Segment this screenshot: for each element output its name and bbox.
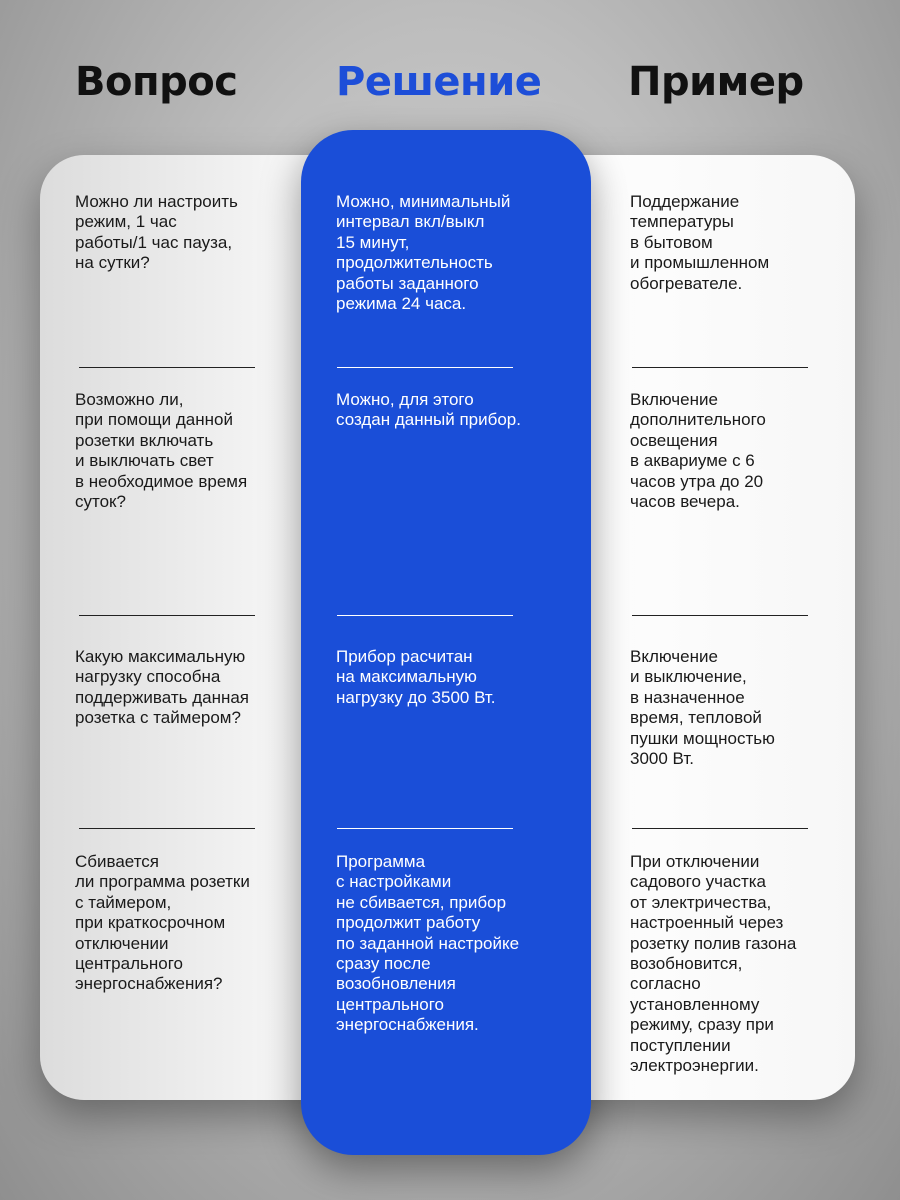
row-4-example: При отключении садового участка от электричества, настроенный через розетку полив газона возобновится, согласно установленному режиму, сразу при поступлении электроэнергии. xyxy=(630,852,797,1076)
row-divider xyxy=(632,615,808,616)
row-divider xyxy=(632,367,808,368)
row-4-solution: Программа с настройками не сбивается, прибор продолжит работу по заданной настройке сразу после возобновления центрального энергоснабжения. xyxy=(336,852,520,1035)
row-4-question: Сбивается ли программа розетки с таймером, при краткосрочном отключении центрального энергоснабжения? xyxy=(75,852,250,994)
row-divider xyxy=(632,828,808,829)
row-3-solution: Прибор расчитан на максимальную нагрузку до 3500 Вт. xyxy=(336,647,496,707)
row-2-solution: Можно, для этого создан данный прибор. xyxy=(336,390,521,430)
row-divider xyxy=(337,367,513,368)
row-divider xyxy=(79,828,255,829)
column-headers xyxy=(0,52,900,112)
header-solution: Решение xyxy=(336,59,542,105)
row-1-solution: Можно, минимальный интервал вкл/выкл 15 минут, продолжительность работы заданного режима 24 часа. xyxy=(336,192,511,314)
header-example: Пример xyxy=(628,59,804,105)
row-3-example: Включение и выключение, в назначенное время, тепловой пушки мощностью 3000 Вт. xyxy=(630,647,775,769)
row-2-question: Возможно ли, при помощи данной розетки включать и выключать свет в необходимое время суток? xyxy=(75,390,248,512)
row-1-question: Можно ли настроить режим, 1 час работы/1 час пауза, на сутки? xyxy=(75,192,238,273)
row-2-example: Включение дополнительного освещения в аквариуме с 6 часов утра до 20 часов вечера. xyxy=(630,390,766,512)
row-1-example: Поддержание температуры в бытовом и промышленном обогревателе. xyxy=(630,192,770,293)
row-divider xyxy=(337,828,513,829)
header-question: Вопрос xyxy=(75,59,238,105)
row-divider xyxy=(79,615,255,616)
row-3-question: Какую максимальную нагрузку способна поддерживать данная розетка с таймером? xyxy=(75,647,250,728)
row-divider xyxy=(337,615,513,616)
row-divider xyxy=(79,367,255,368)
